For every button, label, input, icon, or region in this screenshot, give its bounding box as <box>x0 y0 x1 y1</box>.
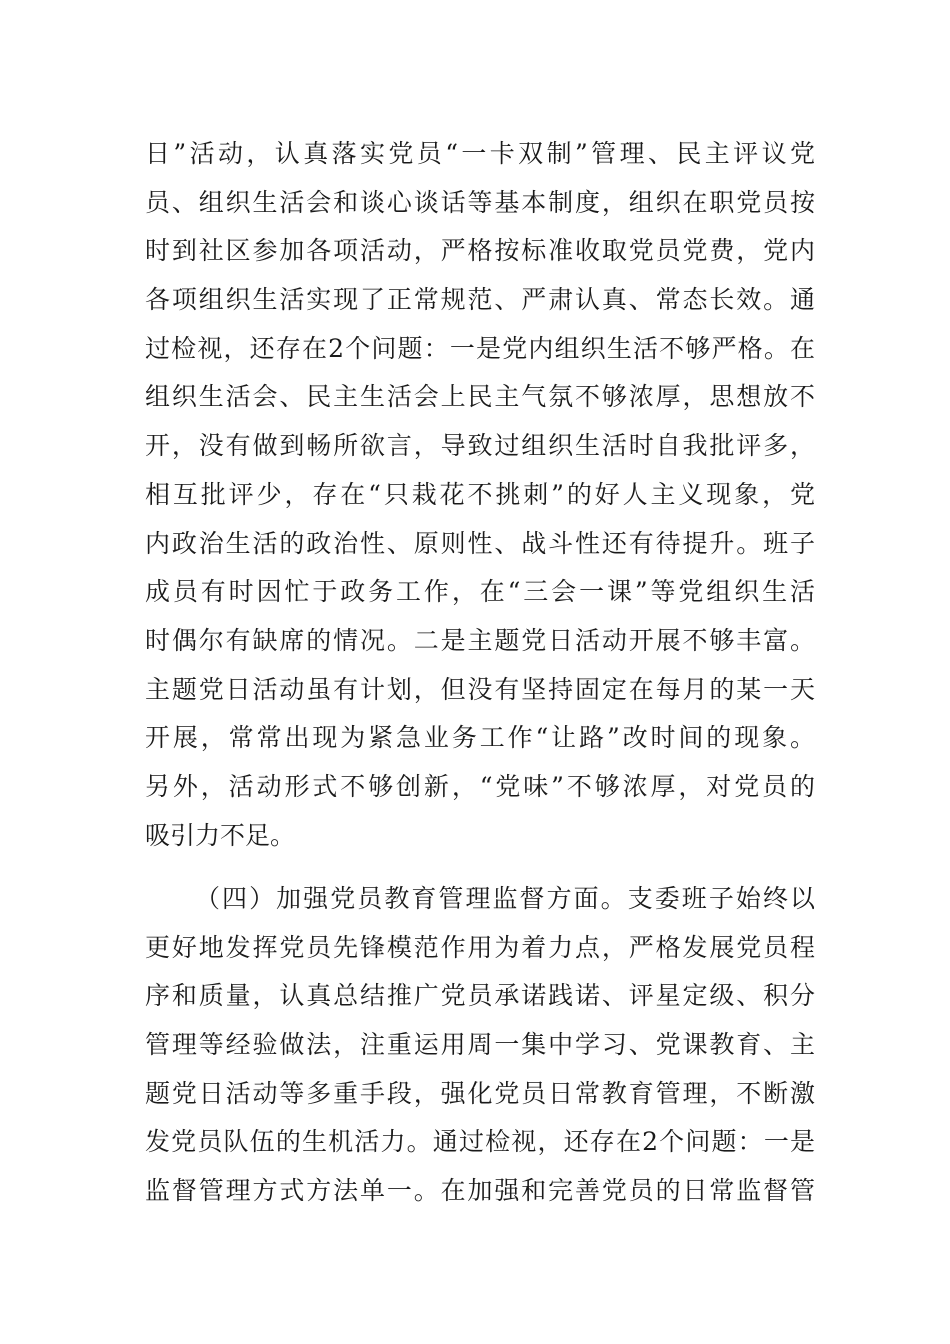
text-line: 相互批评少，存在“只栽花不挑刺”的好人主义现象，党 <box>145 479 815 509</box>
text-line: 监督管理方式方法单一。在加强和完善党员的日常监督管 <box>145 1176 815 1206</box>
text-line: 发党员队伍的生机活力。通过检视，还存在2个问题：一是 <box>145 1127 815 1157</box>
section-heading-line: （四）加强党员教育管理监督方面。支委班子始终以 <box>195 884 815 913</box>
text-line: 时到社区参加各项活动，严格按标准收取党员党费，党内 <box>145 236 815 266</box>
text-line: 开，没有做到畅所欲言，导致过组织生活时自我批评多， <box>145 431 815 461</box>
text-line: 管理等经验做法，注重运用周一集中学习、党课教育、主 <box>145 1030 815 1060</box>
text-line: 题党日活动等多重手段，强化党员日常教育管理，不断激 <box>145 1078 815 1108</box>
text-line: 另外，活动形式不够创新，“党味”不够浓厚，对党员的 <box>145 771 815 801</box>
paragraph-party-life <box>145 130 815 860</box>
text-line: 主题党日活动虽有计划，但没有坚持固定在每月的某一天 <box>145 674 815 704</box>
text-line: 组织生活会、民主生活会上民主气氛不够浓厚，思想放不 <box>145 382 815 412</box>
text-line: 员、组织生活会和谈心谈话等基本制度，组织在职党员按 <box>145 187 815 217</box>
text-line: 过检视，还存在2个问题：一是党内组织生活不够严格。在 <box>145 333 815 363</box>
text-line: 各项组织生活实现了正常规范、严肃认真、常态长效。通 <box>145 285 815 315</box>
text-line: 成员有时因忙于政务工作，在“三会一课”等党组织生活 <box>145 577 815 607</box>
text-line: 更好地发挥党员先锋模范作用为着力点，严格发展党员程 <box>145 932 815 962</box>
text-line: 吸引力不足。 <box>145 820 296 850</box>
paragraph-member-education <box>145 875 815 1216</box>
text-line: 开展，常常出现为紧急业务工作“让路”改时间的现象。 <box>145 723 815 753</box>
text-line: 日”活动，认真落实党员“一卡双制”管理、民主评议党 <box>145 139 815 168</box>
text-line: 内政治生活的政治性、原则性、战斗性还有待提升。班子 <box>145 528 815 558</box>
text-line: 序和质量，认真总结推广党员承诺践诺、评星定级、积分 <box>145 981 815 1011</box>
text-line: 时偶尔有缺席的情况。二是主题党日活动开展不够丰富。 <box>145 625 815 655</box>
